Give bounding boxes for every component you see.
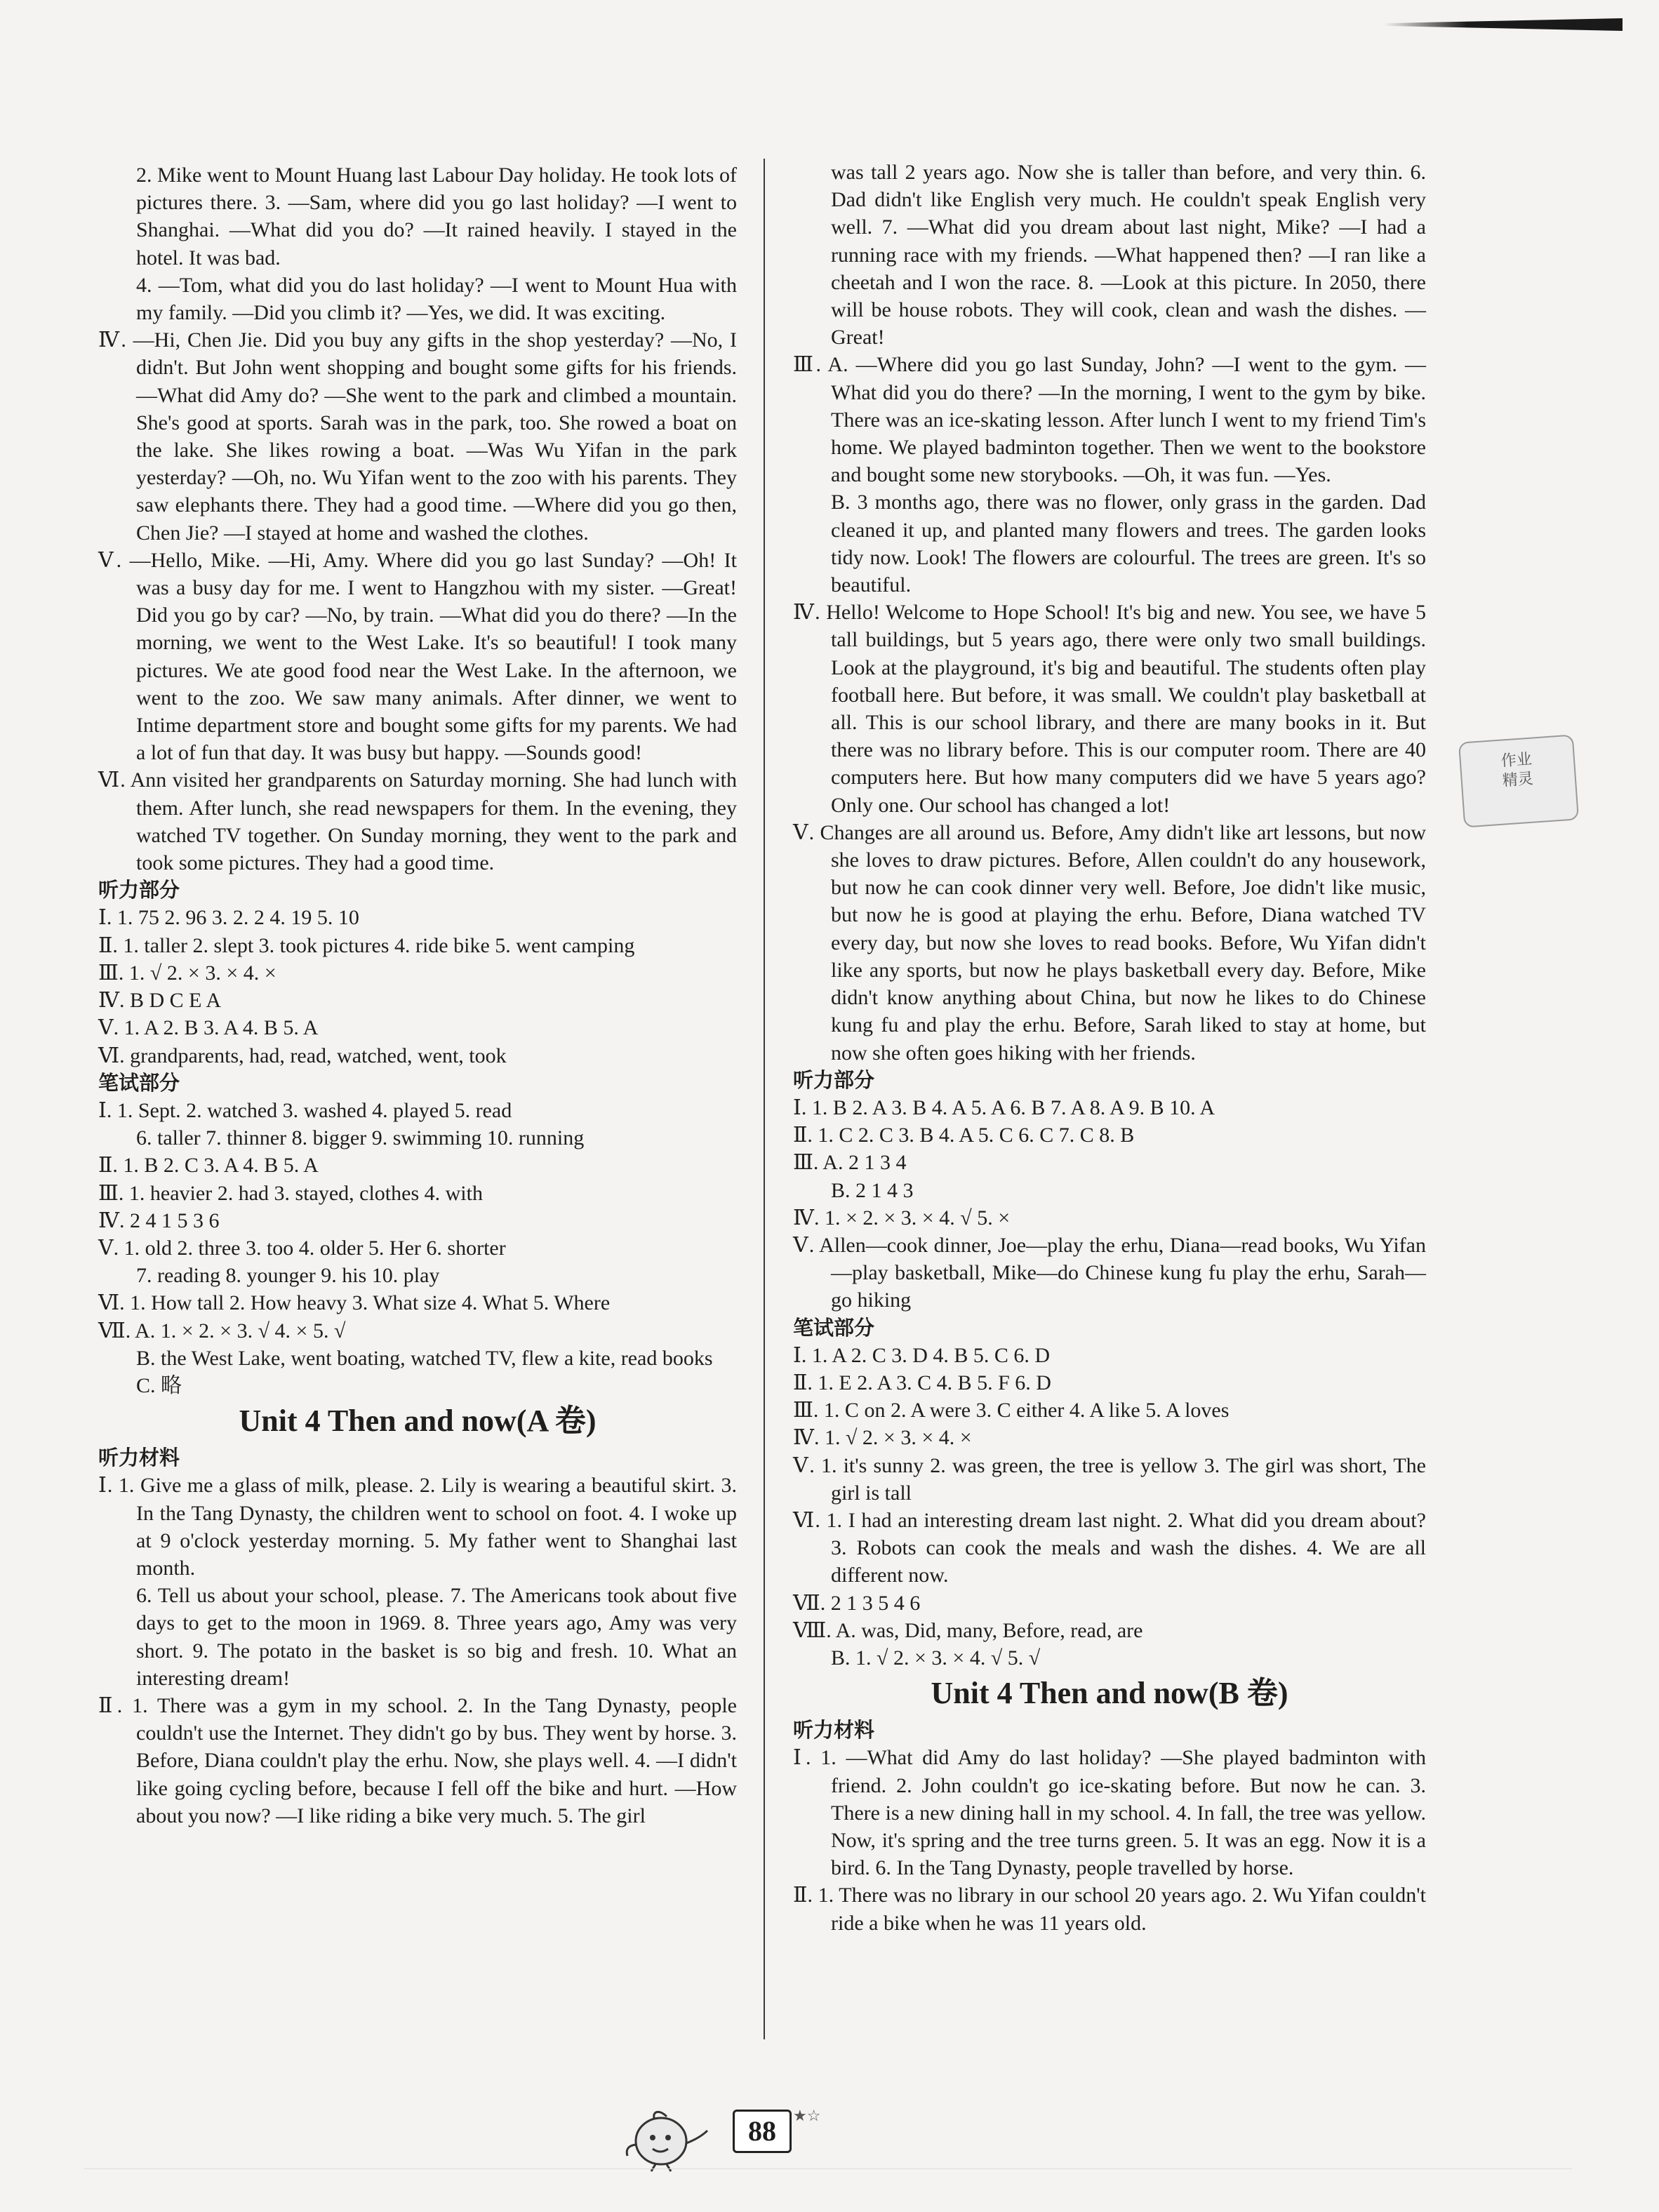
stamp-line: 精灵	[1502, 770, 1534, 790]
paragraph: Ⅰ. 1. —What did Amy do last holiday? —She played badminton with friend. 2. John couldn't go ice-skating before. But now he can. 3. There is a new dining hall in my school. 4. In fall, the tree was yellow. Now, it's spring and the tree turns green. 5. It was an egg. Now it is a bird. 6. In the Tang Dynasty, people travelled by horse.	[793, 1746, 1426, 1880]
answer-line: Ⅷ. A. was, Did, many, Before, read, are	[793, 1618, 1143, 1642]
answer-line: Ⅶ. A. 1. × 2. × 3. √ 4. × 5. √	[98, 1319, 346, 1342]
section-heading: 听力部分	[98, 878, 180, 902]
answer-line: Ⅱ. 1. E 2. A 3. C 4. B 5. F 6. D	[793, 1371, 1051, 1394]
section-heading: 笔试部分	[98, 1070, 180, 1095]
answer-line: Ⅲ. 1. heavier 2. had 3. stayed, clothes 4. with	[98, 1181, 483, 1205]
answer-line: Ⅴ. 1. it's sunny 2. was green, the tree is yellow 3. The girl was short, The girl is tall	[793, 1453, 1426, 1505]
answer-line: B. the West Lake, went boating, watched TV, flew a kite, read books	[136, 1346, 713, 1370]
answer-line: 7. reading 8. younger 9. his 10. play	[136, 1264, 440, 1288]
answer-line: Ⅴ. 1. old 2. three 3. too 4. older 5. Her 6. shorter	[98, 1236, 506, 1260]
answer-line: Ⅴ. 1. A 2. B 3. A 4. B 5. A	[98, 1016, 319, 1040]
unit-title: Unit 4 Then and now(B 卷)	[931, 1676, 1288, 1711]
answer-line: Ⅱ. 1. B 2. C 3. A 4. B 5. A	[98, 1154, 319, 1178]
paragraph: Ⅴ. —Hello, Mike. —Hi, Amy. Where did you go last Sunday? —Oh! It was a busy day for me. I went to Hangzhou with my sister. —Great! Did you go by car? —No, by train. —What did you do there? —In the morning, we went to the West Lake. It's so beautiful! I took many pictures. We ate good food near the West Lake. In the afternoon, we went to the zoo. We saw many animals. After dinner, we went to Intime department store and bought some gifts for my parents. We had a lot of fun that day. It was busy but happy. —Sounds good!	[98, 548, 737, 765]
paragraph: Ⅱ. 1. There was a gym in my school. 2. In the Tang Dynasty, people couldn't use the Internet. They didn't go by bus. They went by horse. 3. Before, Diana couldn't play the erhu. Now, she plays well. 4. —I didn't like going cycling before, because I fell off the bike and hurt. —How about you now? —I like riding a bike very much. 5. The girl	[98, 1693, 737, 1827]
column-divider	[764, 159, 765, 2039]
answer-line: Ⅳ. 2 4 1 5 3 6	[98, 1208, 220, 1232]
paragraph: Ⅳ. Hello! Welcome to Hope School! It's big and new. You see, we have 5 tall buildings, but 5 years ago, there were only two small buildings. Look at the playground, it's big and beautiful. The students often play football here. But before, it was small. We couldn't play basketball at all. This is our school library, and there are many books in it. But there was no library before. This is our computer room. There are 40 computers here. But how many computers did we have 5 years ago? Only one. Our school has changed a lot!	[793, 601, 1426, 817]
answer-line: Ⅱ. 1. taller 2. slept 3. took pictures 4. ride bike 5. went camping	[98, 933, 635, 957]
left-column	[98, 161, 737, 1830]
answer-line: Ⅳ. 1. √ 2. × 3. × 4. ×	[793, 1426, 972, 1450]
answer-line: Ⅶ. 2 1 3 5 4 6	[793, 1591, 921, 1615]
answer-line: Ⅵ. 1. I had an interesting dream last night. 2. What did you dream about? 3. Robots can cook the meals and wash the dishes. 4. We are all different now.	[793, 1508, 1426, 1587]
answer-line: Ⅰ. 1. A 2. C 3. D 4. B 5. C 6. D	[793, 1343, 1051, 1367]
answer-line: Ⅴ. Allen—cook dinner, Joe—play the erhu, Diana—read books, Wu Yifan—play basketball, Mike—do Chinese kung fu play the erhu, Sarah—go hiking	[793, 1233, 1426, 1312]
paragraph: 4. —Tom, what did you do last holiday? —I went to Mount Hua with my family. —Did you climb it? —Yes, we did. It was exciting.	[136, 273, 737, 325]
answer-line: Ⅲ. 1. √ 2. × 3. × 4. ×	[98, 961, 276, 985]
apple-mascot-icon	[618, 2103, 723, 2173]
page-footer	[618, 2100, 828, 2177]
answer-line: Ⅵ. grandparents, had, read, watched, went, took	[98, 1044, 507, 1067]
paragraph: 2. Mike went to Mount Huang last Labour Day holiday. He took lots of pictures there. 3. —Sam, where did you go last holiday? —I went to Shanghai. —What did you do? —It rained heavily. I stayed in the hotel. It was bad.	[136, 164, 737, 269]
stamp-line: 作业	[1500, 750, 1533, 771]
top-decor-bar	[1384, 18, 1623, 31]
paragraph: Ⅵ. Ann visited her grandparents on Saturday morning. She had lunch with them. After lunch, she read newspapers for them. In the evening, they watched TV together. On Sunday morning, they went to the park and took some pictures. They had a good time.	[98, 768, 737, 875]
star-icon: ★☆	[793, 2107, 821, 2124]
paragraph: Ⅱ. 1. There was no library in our school 20 years ago. 2. Wu Yifan couldn't ride a bike when he was 11 years old.	[793, 1884, 1426, 1935]
answer-line: Ⅰ. 1. 75 2. 96 3. 2. 2 4. 19 5. 10	[98, 906, 359, 930]
paragraph: 6. Tell us about your school, please. 7. The Americans took about five days to get to the moon in 1969. 8. Three years ago, Amy was very short. 9. The potato in the basket is so big and fresh. 10. What an interesting dream!	[136, 1584, 737, 1690]
answer-line: Ⅰ. 1. Sept. 2. watched 3. washed 4. played 5. read	[98, 1098, 512, 1122]
section-heading: 听力材料	[793, 1718, 875, 1743]
right-column	[793, 159, 1426, 1937]
unit-title: Unit 4 Then and now(A 卷)	[239, 1404, 597, 1439]
answer-line: C. 略	[136, 1373, 182, 1397]
watermark-stamp	[1458, 734, 1579, 827]
paragraph: was tall 2 years ago. Now she is taller than before, and very thin. 6. Dad didn't like English very much. He couldn't speak English very well. 7. —What did you dream about last night, Mike? —I had a running race with my friends. —What happened then? —I ran like a cheetah and I won the race. 8. —Look at this picture. In 2050, there will be house robots. They will cook, clean and wash the dishes. —Great!	[831, 161, 1426, 349]
section-heading: 笔试部分	[793, 1315, 875, 1340]
answer-line: Ⅳ. 1. × 2. × 3. × 4. √ 5. ×	[793, 1206, 1011, 1230]
paragraph: B. 3 months ago, there was no flower, only grass in the garden. Dad cleaned it up, and planted many flowers and trees. The garden looks tidy now. Look! The flowers are colourful. The trees are green. It's so beautiful.	[831, 491, 1426, 597]
section-heading: 听力部分	[793, 1067, 875, 1092]
answer-line: Ⅱ. 1. C 2. C 3. B 4. A 5. C 6. C 7. C 8. B	[793, 1124, 1135, 1147]
paragraph: Ⅴ. Changes are all around us. Before, Amy didn't like art lessons, but now she loves to draw pictures. Before, Allen couldn't do any housework, but now he can cook dinner very well. Before, Joe didn't like music, but now he is good at playing the erhu. Before, Diana watched TV every day, but now she loves to read books. Before, Wu Yifan didn't like any sports, but now he plays basketball every day. Before, Mike didn't know anything about China, but now he likes to do Chinese kung fu and play the erhu. Before, Sarah liked to stay at home, but now she often goes hiking with her friends.	[793, 820, 1426, 1065]
bottom-rule	[84, 2168, 1572, 2169]
answer-line: Ⅵ. 1. How tall 2. How heavy 3. What size 4. What 5. Where	[98, 1291, 611, 1315]
paragraph: Ⅲ. A. —Where did you go last Sunday, John? —I went to the gym. —What did you do there? —In the morning, I went to the gym by bike. There was an ice-skating lesson. After lunch I went to my friend Tim's home. We played badminton together. Then we went to the bookstore and bought some new storybooks. —Oh, it was fun. —Yes.	[793, 353, 1426, 487]
paragraph: Ⅳ. —Hi, Chen Jie. Did you buy any gifts in the shop yesterday? —No, I didn't. But John went shopping and bought some gifts for his friends. —What did Amy do? —She went to the park and climbed a mountain. She's good at sports. Sarah was in the park, too. She rowed a boat on the lake. She likes rowing a boat. —Was Wu Yifan in the park yesterday? —Oh, no. Wu Yifan went to the zoo with his parents. They saw elephants there. They had a good time. —Where did you go then, Chen Jie? —I stayed at home and washed the clothes.	[98, 328, 737, 545]
answer-line: Ⅲ. 1. C on 2. A were 3. C either 4. A like 5. A loves	[793, 1399, 1230, 1423]
section-heading: 听力材料	[98, 1446, 180, 1470]
answer-line: B. 2 1 4 3	[831, 1178, 914, 1202]
page-number: 88	[733, 2110, 792, 2153]
answer-line: 6. taller 7. thinner 8. bigger 9. swimming 10. running	[136, 1126, 585, 1150]
answer-line: Ⅰ. 1. B 2. A 3. B 4. A 5. A 6. B 7. A 8. A 9. B 10. A	[793, 1095, 1215, 1119]
paragraph: Ⅰ. 1. Give me a glass of milk, please. 2. Lily is wearing a beautiful skirt. 3. In the Tang Dynasty, the children went to school on foot. 4. I woke up at 9 o'clock yesterday morning. 5. My father went to Shanghai last month.	[98, 1474, 737, 1580]
answer-line: Ⅳ. B D C E A	[98, 989, 221, 1013]
answer-line: Ⅲ. A. 2 1 3 4	[793, 1151, 907, 1175]
answer-line: B. 1. √ 2. × 3. × 4. √ 5. √	[831, 1646, 1041, 1670]
